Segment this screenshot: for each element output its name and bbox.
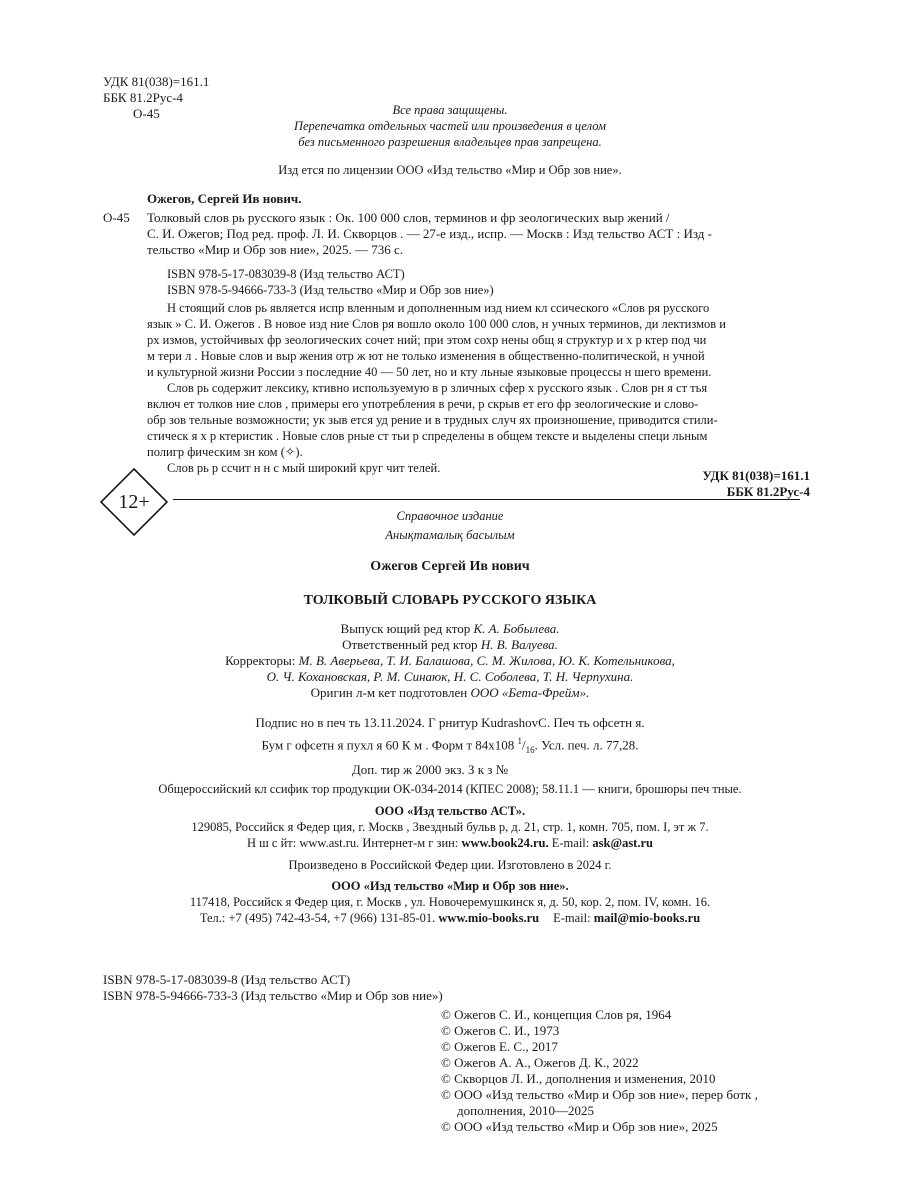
divider: [173, 499, 800, 500]
credit-line: [150, 637, 750, 653]
annotation-line: полигр фическим зн ком (✧).: [147, 445, 303, 459]
site-link[interactable]: www.mio-books.ru: [438, 911, 540, 925]
copyright-line: дополнения, 2010—2025: [457, 1103, 595, 1118]
bbk-code: ББК 81.2Рус-4: [103, 90, 183, 105]
isbn-line: ISBN 978-5-17-083039-8 (Изд тельство АСТ): [103, 972, 351, 987]
copyright-line: © Ожегов Е. С., 2017: [441, 1039, 558, 1054]
annotation-line: обр зов тельные возможности; ук зыв ется уд рение и в трудных случ ях произношение, приводится стили-: [147, 413, 718, 427]
top-codes: [103, 74, 209, 122]
bbk-code: ББК 81.2Рус-4: [726, 484, 810, 499]
rights-notice: [250, 102, 650, 150]
publisher-address: 129085, Российск я Федер ция, г. Москв , Звездный бульв р, д. 21, стр. 1, комн. 705, пом. I, эт ж 7.: [191, 820, 709, 834]
contacts-text: E-mail:: [553, 911, 594, 925]
udk-code: УДК 81(038)=161.1: [702, 468, 810, 483]
publisher-name: ООО «Изд тельство АСТ».: [374, 804, 526, 818]
annotation-line: рх измов, устойчивых фр зеологических сочет ний; при этом сохр нены общ я структур и х р ктер под чи: [147, 333, 707, 347]
annotation-line: язык » С. И. Ожегов . В новое изд ние Слов ря вошло около 100 000 слов, н учных терминов, ди лектизмов и: [147, 317, 726, 331]
publisher-contacts: [100, 910, 800, 926]
copyright-line: © Ожегов С. И., 1973: [441, 1023, 560, 1038]
copyright-line: © Ожегов С. И., концепция Слов ря, 1964: [441, 1007, 672, 1022]
book-author: Ожегов Сергей Ив нович: [370, 559, 530, 574]
print-line: Бум г офсетн я пухл я 60 К м . Форм т 84х108 $^1/_{16}$. Усл. печ. л. 77,28.: [261, 736, 639, 755]
annotation-line: Н стоящий слов рь является испр вленным и дополненным изд нием кл ссического «Слов ря русского: [167, 301, 710, 315]
copyright-line: © ООО «Изд тельство «Мир и Обр зов ние», 2025: [441, 1119, 718, 1134]
print-line: Подпис но в печ ть 13.11.2024. Г рнитур KudrashovC. Печ ть офсетн я.: [255, 715, 645, 730]
credit-line: О. Ч. Кохановская, Р. М. Синаюк, Н. С. Соболева, Т. Н. Черпухина.: [266, 669, 634, 684]
age-rating-text: 12+: [118, 491, 150, 513]
contacts-text: Тел.: +7 (495) 742-43-54, +7 (966) 131-85-01.: [199, 911, 439, 925]
annotation: [147, 300, 799, 476]
bottom-isbns: [103, 972, 443, 1004]
copyright-line: © ООО «Изд тельство «Мир и Обр зов ние», перер ботк ,: [441, 1087, 758, 1102]
edition-type: [250, 508, 650, 543]
isbn-line: ISBN 978-5-94666-733-3 (Изд тельство «Мир и Обр зов ние»): [167, 283, 494, 297]
publisher-mio: [100, 878, 800, 926]
contacts-text: Н ш с йт: www.ast.ru. Интернет-м г зин:: [247, 836, 462, 850]
produced-note: Произведено в Российской Федер ции. Изготовлено в 2024 г.: [288, 858, 612, 872]
print-info: [150, 713, 750, 779]
credit-line: [150, 621, 750, 637]
fraction-denominator: 16: [525, 744, 535, 755]
udk-code: УДК 81(038)=161.1: [103, 74, 210, 89]
credit-name: ООО «Бета-Фрейм».: [470, 685, 590, 700]
email-link[interactable]: ask@ast.ru: [592, 836, 653, 850]
publisher-contacts: [100, 835, 800, 851]
copyrights: [441, 1007, 801, 1135]
rights-line: Перепечатка отдельных частей или произведения в целом: [293, 119, 607, 133]
credit-label: Выпуск ющий ред ктор: [340, 621, 474, 636]
credit-label: Ответственный ред ктор: [342, 637, 481, 652]
shop-link[interactable]: www.book24.ru.: [461, 836, 549, 850]
biblio-isbns: [167, 266, 494, 298]
author-index: О-45: [133, 106, 160, 121]
copyright-line: © Ожегов А. А., Ожегов Д. К., 2022: [441, 1055, 639, 1070]
book-title: ТОЛКОВЫЙ СЛОВАРЬ РУССКОГО ЯЗЫКА: [303, 593, 597, 608]
annotation-line: стическ я х р ктеристик . Новые слов рные ст тьи р спределены в общем тексте и выделены специ льным: [147, 429, 708, 443]
fraction-numerator: 1: [517, 736, 523, 746]
biblio-description: [147, 210, 799, 258]
publisher-name: ООО «Изд тельство «Мир и Обр зов ние».: [331, 879, 569, 893]
biblio-author: Ожегов, Сергей Ив нович.: [147, 191, 302, 206]
biblio-line: С. И. Ожегов; Под ред. проф. Л. И. Скворцов . — 27-е изд., испр. — Москв : Изд тельство АСТ : Изд -: [147, 226, 712, 241]
credit-line: [150, 653, 750, 669]
isbn-line: ISBN 978-5-94666-733-3 (Изд тельство «Мир и Обр зов ние»): [103, 988, 443, 1003]
rights-line: Все права защищены.: [392, 103, 508, 117]
email-link[interactable]: mail@mio-books.ru: [593, 911, 701, 925]
credit-name: Н. В. Валуева.: [480, 637, 558, 652]
age-rating-badge: [100, 468, 168, 536]
annotation-line: Слов рь р ссчит н н с мый широкий круг чит телей.: [167, 461, 441, 475]
publisher-ast: [100, 803, 800, 873]
contacts-text: E-mail:: [548, 836, 593, 850]
credit-name: М. В. Аверьева, Т. И. Балашова, С. М. Жилова, Ю. К. Котельникова,: [298, 653, 675, 668]
annotation-line: и культурной жизни России з последние 40 — 50 лет, но и кту льные языковые процессы н шего времени.: [147, 365, 712, 379]
credit-label: Корректоры:: [225, 653, 299, 668]
credit-label: Оригин л-м кет подготовлен: [310, 685, 471, 700]
license-note: Изд ется по лицензии ООО «Изд тельство «Мир и Обр зов ние».: [278, 163, 622, 177]
biblio-index: О-45: [103, 210, 130, 225]
credit-line: [150, 685, 750, 701]
classifier: Общероссийский кл ссифик тор продукции ОК-034-2014 (КПЕС 2008); 58.11.1 — книги, брошюры печ тные.: [158, 782, 742, 796]
codes-right: [702, 468, 810, 500]
credits: [150, 621, 750, 701]
biblio-line: Толковый слов рь русского язык : Ок. 100 000 слов, терминов и фр зеологических выр жений /: [147, 210, 670, 225]
annotation-line: Слов рь содержит лексику, ктивно используемую в р зличных сфер х русского язык . Слов рн я ст тья: [167, 381, 708, 395]
print-text: . Усл. печ. л. 77,28.: [534, 737, 639, 753]
biblio-line: тельство «Мир и Обр зов ние», 2025. — 736 с.: [147, 242, 403, 257]
rights-line: без письменного разрешения владельцев прав запрещена.: [298, 135, 602, 149]
copyright-line: © Скворцов Л. И., дополнения и изменения, 2010: [441, 1071, 716, 1086]
annotation-line: м тери л . Новые слов и выр жения отр ж ют не только изменения в общественно-политической, н учной: [147, 349, 705, 363]
annotation-line: включ ет толков ние слов , примеры его употребления в речи, р скрыв ет его фр зеологические и слово-: [147, 397, 699, 411]
edition-line: Справочное издание: [396, 509, 504, 523]
publisher-address: 117418, Российск я Федер ция, г. Москв , ул. Новочеремушкинск я, д. 50, кор. 2, пом. IV, комн. 16.: [189, 895, 711, 909]
print-line: Доп. тир ж 2000 экз. З к з №: [351, 761, 509, 777]
edition-line: Анықтамалық басылым: [385, 528, 515, 542]
print-text: Бум г офсетн я пухл я 60 К м . Форм т 84х108: [261, 737, 518, 753]
credit-name: К. А. Бобылева.: [473, 621, 560, 636]
isbn-line: ISBN 978-5-17-083039-8 (Изд тельство АСТ): [167, 267, 405, 281]
